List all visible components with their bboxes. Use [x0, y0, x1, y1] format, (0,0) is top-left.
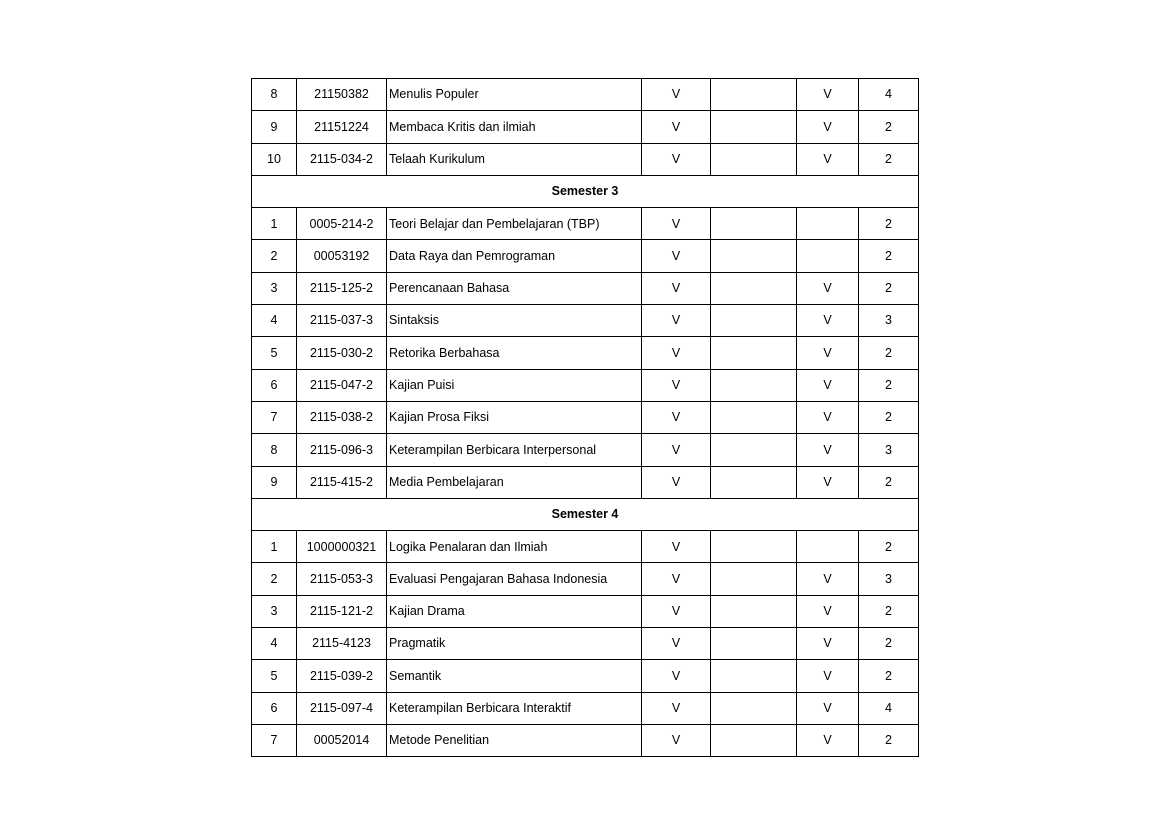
credit-cell: 4: [859, 692, 919, 724]
check-column-3-cell: V: [797, 466, 859, 498]
course-number-cell: 4: [252, 628, 297, 660]
check-column-2-cell: [711, 401, 797, 433]
course-number-cell: 9: [252, 111, 297, 143]
check-column-1-cell: V: [642, 692, 711, 724]
course-name-cell: Keterampilan Berbicara Interaktif: [387, 692, 642, 724]
credit-cell: 3: [859, 305, 919, 337]
course-number-cell: 5: [252, 337, 297, 369]
check-column-2-cell: [711, 305, 797, 337]
course-number-cell: 7: [252, 401, 297, 433]
credit-cell: 2: [859, 272, 919, 304]
credit-cell: 2: [859, 111, 919, 143]
course-code-cell: 2115-030-2: [297, 337, 387, 369]
credit-cell: 3: [859, 563, 919, 595]
course-name-cell: Logika Penalaran dan Ilmiah: [387, 531, 642, 563]
course-name-cell: Kajian Prosa Fiksi: [387, 401, 642, 433]
course-number-cell: 7: [252, 724, 297, 756]
course-name-cell: Data Raya dan Pemrograman: [387, 240, 642, 272]
check-column-3-cell: V: [797, 272, 859, 304]
course-number-cell: 9: [252, 466, 297, 498]
credit-cell: 4: [859, 79, 919, 111]
course-name-cell: Metode Penelitian: [387, 724, 642, 756]
table-row: [252, 401, 919, 433]
check-column-3-cell: [797, 240, 859, 272]
check-column-2-cell: [711, 595, 797, 627]
table-row: [252, 692, 919, 724]
check-column-3-cell: V: [797, 724, 859, 756]
course-number-cell: 6: [252, 369, 297, 401]
course-number-cell: 3: [252, 595, 297, 627]
course-name-cell: Teori Belajar dan Pembelajaran (TBP): [387, 208, 642, 240]
check-column-1-cell: V: [642, 369, 711, 401]
course-code-cell: 2115-034-2: [297, 143, 387, 175]
check-column-3-cell: V: [797, 563, 859, 595]
course-code-cell: 1000000321: [297, 531, 387, 563]
table-row: [252, 240, 919, 272]
check-column-2-cell: [711, 628, 797, 660]
course-code-cell: 00052014: [297, 724, 387, 756]
check-column-3-cell: V: [797, 337, 859, 369]
check-column-1-cell: V: [642, 111, 711, 143]
check-column-1-cell: V: [642, 240, 711, 272]
check-column-2-cell: [711, 208, 797, 240]
course-number-cell: 5: [252, 660, 297, 692]
table-row: [252, 531, 919, 563]
semester-heading-row: [252, 175, 919, 207]
course-number-cell: 1: [252, 531, 297, 563]
check-column-1-cell: V: [642, 79, 711, 111]
check-column-2-cell: [711, 692, 797, 724]
check-column-2-cell: [711, 724, 797, 756]
course-name-cell: Keterampilan Berbicara Interpersonal: [387, 434, 642, 466]
course-name-cell: Pragmatik: [387, 628, 642, 660]
check-column-3-cell: [797, 531, 859, 563]
course-name-cell: Menulis Populer: [387, 79, 642, 111]
course-code-cell: 21151224: [297, 111, 387, 143]
check-column-1-cell: V: [642, 466, 711, 498]
check-column-2-cell: [711, 531, 797, 563]
check-column-3-cell: V: [797, 660, 859, 692]
check-column-1-cell: V: [642, 272, 711, 304]
check-column-3-cell: V: [797, 401, 859, 433]
credit-cell: 2: [859, 531, 919, 563]
course-number-cell: 6: [252, 692, 297, 724]
credit-cell: 2: [859, 143, 919, 175]
check-column-1-cell: V: [642, 563, 711, 595]
check-column-1-cell: V: [642, 434, 711, 466]
table-row: [252, 434, 919, 466]
course-number-cell: 3: [252, 272, 297, 304]
course-number-cell: 2: [252, 563, 297, 595]
check-column-2-cell: [711, 563, 797, 595]
semester-heading: Semester 3: [252, 175, 919, 207]
check-column-2-cell: [711, 272, 797, 304]
check-column-3-cell: V: [797, 143, 859, 175]
check-column-2-cell: [711, 369, 797, 401]
check-column-3-cell: V: [797, 369, 859, 401]
course-number-cell: 1: [252, 208, 297, 240]
check-column-1-cell: V: [642, 401, 711, 433]
table-row: [252, 111, 919, 143]
course-code-cell: 00053192: [297, 240, 387, 272]
check-column-3-cell: V: [797, 692, 859, 724]
course-code-cell: 2115-415-2: [297, 466, 387, 498]
course-code-cell: 0005-214-2: [297, 208, 387, 240]
course-code-cell: 2115-097-4: [297, 692, 387, 724]
credit-cell: 2: [859, 240, 919, 272]
course-code-cell: 2115-053-3: [297, 563, 387, 595]
course-code-cell: 21150382: [297, 79, 387, 111]
semester-heading-row: [252, 498, 919, 530]
check-column-1-cell: V: [642, 724, 711, 756]
check-column-3-cell: V: [797, 79, 859, 111]
table-row: [252, 724, 919, 756]
course-table: [251, 78, 919, 757]
check-column-1-cell: V: [642, 208, 711, 240]
course-name-cell: Retorika Berbahasa: [387, 337, 642, 369]
table-row: [252, 337, 919, 369]
check-column-2-cell: [711, 240, 797, 272]
semester-heading: Semester 4: [252, 498, 919, 530]
credit-cell: 2: [859, 660, 919, 692]
course-name-cell: Telaah Kurikulum: [387, 143, 642, 175]
credit-cell: 2: [859, 466, 919, 498]
check-column-3-cell: V: [797, 305, 859, 337]
table-row: [252, 305, 919, 337]
check-column-2-cell: [711, 434, 797, 466]
table-row: [252, 628, 919, 660]
credit-cell: 2: [859, 595, 919, 627]
check-column-1-cell: V: [642, 305, 711, 337]
course-code-cell: 2115-4123: [297, 628, 387, 660]
table-row: [252, 563, 919, 595]
course-code-cell: 2115-121-2: [297, 595, 387, 627]
check-column-3-cell: V: [797, 111, 859, 143]
table-row: [252, 79, 919, 111]
check-column-2-cell: [711, 79, 797, 111]
credit-cell: 2: [859, 401, 919, 433]
course-number-cell: 2: [252, 240, 297, 272]
check-column-1-cell: V: [642, 660, 711, 692]
course-number-cell: 8: [252, 79, 297, 111]
credit-cell: 2: [859, 337, 919, 369]
check-column-2-cell: [711, 143, 797, 175]
course-name-cell: Evaluasi Pengajaran Bahasa Indonesia: [387, 563, 642, 595]
check-column-1-cell: V: [642, 628, 711, 660]
table-row: [252, 466, 919, 498]
course-name-cell: Membaca Kritis dan ilmiah: [387, 111, 642, 143]
table-row: [252, 660, 919, 692]
table-row: [252, 143, 919, 175]
credit-cell: 2: [859, 628, 919, 660]
course-name-cell: Kajian Drama: [387, 595, 642, 627]
check-column-3-cell: [797, 208, 859, 240]
table-row: [252, 595, 919, 627]
course-code-cell: 2115-096-3: [297, 434, 387, 466]
course-name-cell: Semantik: [387, 660, 642, 692]
course-code-cell: 2115-125-2: [297, 272, 387, 304]
check-column-1-cell: V: [642, 595, 711, 627]
credit-cell: 3: [859, 434, 919, 466]
check-column-1-cell: V: [642, 531, 711, 563]
check-column-3-cell: V: [797, 434, 859, 466]
course-code-cell: 2115-037-3: [297, 305, 387, 337]
course-name-cell: Perencanaan Bahasa: [387, 272, 642, 304]
credit-cell: 2: [859, 208, 919, 240]
check-column-3-cell: V: [797, 628, 859, 660]
course-number-cell: 8: [252, 434, 297, 466]
check-column-1-cell: V: [642, 337, 711, 369]
credit-cell: 2: [859, 724, 919, 756]
check-column-1-cell: V: [642, 143, 711, 175]
course-table-body: [252, 79, 919, 757]
table-row: [252, 369, 919, 401]
course-code-cell: 2115-047-2: [297, 369, 387, 401]
table-row: [252, 272, 919, 304]
course-code-cell: 2115-039-2: [297, 660, 387, 692]
check-column-2-cell: [711, 466, 797, 498]
course-number-cell: 10: [252, 143, 297, 175]
course-name-cell: Media Pembelajaran: [387, 466, 642, 498]
check-column-2-cell: [711, 111, 797, 143]
course-code-cell: 2115-038-2: [297, 401, 387, 433]
course-name-cell: Sintaksis: [387, 305, 642, 337]
credit-cell: 2: [859, 369, 919, 401]
check-column-2-cell: [711, 337, 797, 369]
table-row: [252, 208, 919, 240]
check-column-2-cell: [711, 660, 797, 692]
course-name-cell: Kajian Puisi: [387, 369, 642, 401]
course-number-cell: 4: [252, 305, 297, 337]
check-column-3-cell: V: [797, 595, 859, 627]
